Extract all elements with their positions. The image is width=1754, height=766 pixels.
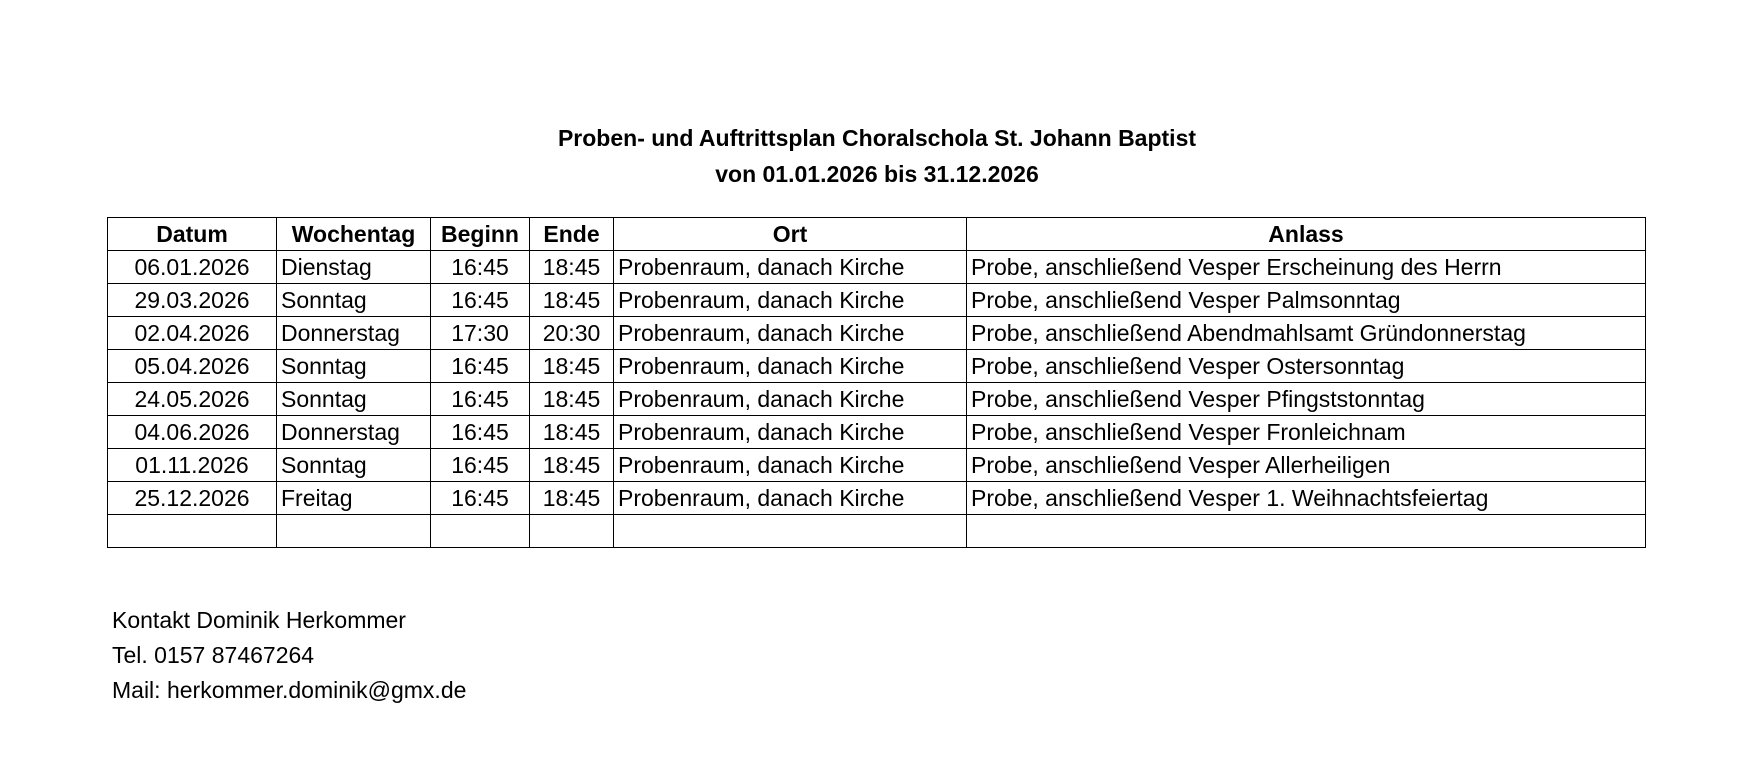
cell-beginn: 16:45 xyxy=(431,284,530,317)
contact-phone: Tel. 0157 87467264 xyxy=(112,642,315,668)
contact-block xyxy=(112,603,466,708)
table-row-empty xyxy=(108,515,1646,548)
cell-beginn xyxy=(431,515,530,548)
cell-beginn: 16:45 xyxy=(431,416,530,449)
cell-beginn: 16:45 xyxy=(431,449,530,482)
table-row xyxy=(108,383,1646,416)
table-row xyxy=(108,317,1646,350)
contact-name: Kontakt Dominik Herkommer xyxy=(112,607,406,633)
cell-anlass: Probe, anschließend Vesper Palmsonntag xyxy=(967,284,1646,317)
schedule-table xyxy=(107,217,1646,548)
cell-ort: Probenraum, danach Kirche xyxy=(614,482,967,515)
cell-ort: Probenraum, danach Kirche xyxy=(614,449,967,482)
cell-ort: Probenraum, danach Kirche xyxy=(614,350,967,383)
cell-wochentag: Sonntag xyxy=(277,449,431,482)
cell-datum: 29.03.2026 xyxy=(108,284,277,317)
cell-anlass: Probe, anschließend Vesper 1. Weihnachtsfeiertag xyxy=(967,482,1646,515)
header-wochentag: Wochentag xyxy=(277,218,431,251)
cell-datum: 01.11.2026 xyxy=(108,449,277,482)
cell-ort: Probenraum, danach Kirche xyxy=(614,416,967,449)
header-datum: Datum xyxy=(108,218,277,251)
cell-wochentag: Donnerstag xyxy=(277,416,431,449)
cell-ende: 18:45 xyxy=(530,482,614,515)
cell-ende: 18:45 xyxy=(530,383,614,416)
cell-datum xyxy=(108,515,277,548)
cell-ende: 20:30 xyxy=(530,317,614,350)
cell-datum: 04.06.2026 xyxy=(108,416,277,449)
table-row xyxy=(108,482,1646,515)
table-row xyxy=(108,251,1646,284)
table-row xyxy=(108,449,1646,482)
cell-ende xyxy=(530,515,614,548)
cell-datum: 25.12.2026 xyxy=(108,482,277,515)
contact-mail: Mail: herkommer.dominik@gmx.de xyxy=(112,677,467,703)
title-line-1: Proben- und Auftrittsplan Choralschola St. Johann Baptist xyxy=(557,125,1197,151)
table-row xyxy=(108,350,1646,383)
cell-beginn: 16:45 xyxy=(431,383,530,416)
cell-wochentag: Donnerstag xyxy=(277,317,431,350)
cell-wochentag: Sonntag xyxy=(277,284,431,317)
cell-beginn: 16:45 xyxy=(431,251,530,284)
cell-ort: Probenraum, danach Kirche xyxy=(614,317,967,350)
cell-ende: 18:45 xyxy=(530,284,614,317)
cell-datum: 02.04.2026 xyxy=(108,317,277,350)
cell-datum: 05.04.2026 xyxy=(108,350,277,383)
header-beginn: Beginn xyxy=(431,218,530,251)
cell-anlass: Probe, anschließend Vesper Erscheinung des Herrn xyxy=(967,251,1646,284)
cell-ort: Probenraum, danach Kirche xyxy=(614,251,967,284)
cell-ort: Probenraum, danach Kirche xyxy=(614,284,967,317)
cell-wochentag xyxy=(277,515,431,548)
cell-wochentag: Freitag xyxy=(277,482,431,515)
cell-wochentag: Sonntag xyxy=(277,350,431,383)
table-row xyxy=(108,284,1646,317)
cell-ort xyxy=(614,515,967,548)
cell-anlass: Probe, anschließend Vesper Fronleichnam xyxy=(967,416,1646,449)
header-ort: Ort xyxy=(614,218,967,251)
cell-ende: 18:45 xyxy=(530,449,614,482)
header-row xyxy=(108,218,1646,251)
cell-wochentag: Dienstag xyxy=(277,251,431,284)
cell-anlass: Probe, anschließend Vesper Pfingststonntag xyxy=(967,383,1646,416)
title-line-2: von 01.01.2026 bis 31.12.2026 xyxy=(715,161,1039,187)
header-anlass: Anlass xyxy=(967,218,1646,251)
cell-anlass: Probe, anschließend Abendmahlsamt Gründonnerstag xyxy=(967,317,1646,350)
cell-ende: 18:45 xyxy=(530,251,614,284)
header-ende: Ende xyxy=(530,218,614,251)
cell-ende: 18:45 xyxy=(530,350,614,383)
cell-beginn: 16:45 xyxy=(431,482,530,515)
cell-anlass: Probe, anschließend Vesper Allerheiligen xyxy=(967,449,1646,482)
cell-beginn: 17:30 xyxy=(431,317,530,350)
cell-datum: 06.01.2026 xyxy=(108,251,277,284)
document-title xyxy=(0,120,1754,192)
cell-wochentag: Sonntag xyxy=(277,383,431,416)
cell-ende: 18:45 xyxy=(530,416,614,449)
cell-anlass xyxy=(967,515,1646,548)
cell-beginn: 16:45 xyxy=(431,350,530,383)
cell-ort: Probenraum, danach Kirche xyxy=(614,383,967,416)
cell-datum: 24.05.2026 xyxy=(108,383,277,416)
cell-anlass: Probe, anschließend Vesper Ostersonntag xyxy=(967,350,1646,383)
table-row xyxy=(108,416,1646,449)
